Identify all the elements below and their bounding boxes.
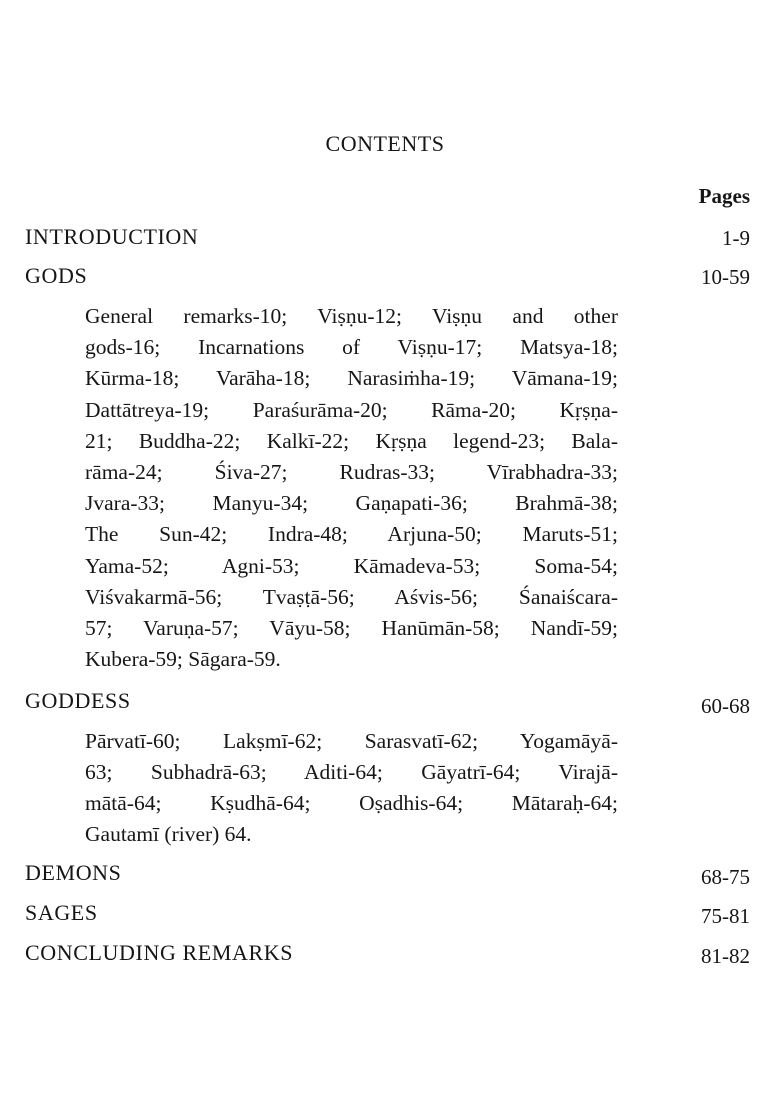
goddess-subentry-line: mātā-64; Kṣudhā-64; Oṣadhis-64; Mātaraḥ-64; [85,791,618,815]
page-range-goddess: 60-68 [701,694,750,718]
pages-column-header: Pages [698,184,750,208]
section-sages: SAGES [25,900,98,925]
gods-subentry-line: Jvara-33; Manyu-34; Gaṇapati-36; Brahmā-38; [85,491,618,516]
goddess-subentry-line: Pārvatī-60; Lakṣmī-62; Sarasvatī-62; Yogamāyā- [85,729,618,753]
page-range-sages: 75-81 [701,904,750,928]
goddess-subentry-line: Gautamī (river) 64. [85,822,252,846]
goddess-subentry-line: 63; Subhadrā-63; Aditi-64; Gāyatrī-64; Virajā- [85,760,618,784]
page-title: CONTENTS [325,131,445,156]
gods-subentry-line: gods-16; Incarnations of Viṣṇu-17; Matsya-18; [85,335,618,360]
section-concluding-remarks: CONCLUDING REMARKS [25,940,294,965]
section-goddess: GODDESS [25,688,131,713]
gods-subentry-line: Kūrma-18; Varāha-18; Narasiṁha-19; Vāmana-19; [85,366,618,391]
section-demons: DEMONS [25,860,122,885]
page-range-demons: 68-75 [701,865,750,889]
gods-subentry-line: Viśvakarmā-56; Tvaṣṭā-56; Aśvis-56; Śanaiścara- [85,584,618,609]
gods-subentry-line: 57; Varuṇa-57; Vāyu-58; Hanūmān-58; Nandī-59; [85,616,618,640]
page-range-introduction: 1-9 [722,226,750,250]
gods-subentry-line: Kubera-59; Sāgara-59. [85,647,281,672]
page-range-gods: 10-59 [701,265,750,289]
gods-subentry-line: Yama-52; Agni-53; Kāmadeva-53; Soma-54; [85,553,618,578]
gods-subentry-line: The Sun-42; Indra-48; Arjuna-50; Maruts-51; [85,522,618,547]
page-range-concluding-remarks: 81-82 [701,944,750,968]
gods-subentry-line: rāma-24; Śiva-27; Rudras-33; Vīrabhadra-33; [85,460,618,484]
gods-subentry-line: 21; Buddha-22; Kalkī-22; Kṛṣṇa legend-23; Bala- [85,428,618,453]
section-introduction: INTRODUCTION [25,224,199,249]
gods-subentry-line: Dattātreya-19; Paraśurāma-20; Rāma-20; Kṛṣṇa- [85,397,618,422]
section-gods: GODS [25,263,88,288]
gods-subentry-line: General remarks-10; Viṣṇu-12; Viṣṇu and other [85,304,618,328]
